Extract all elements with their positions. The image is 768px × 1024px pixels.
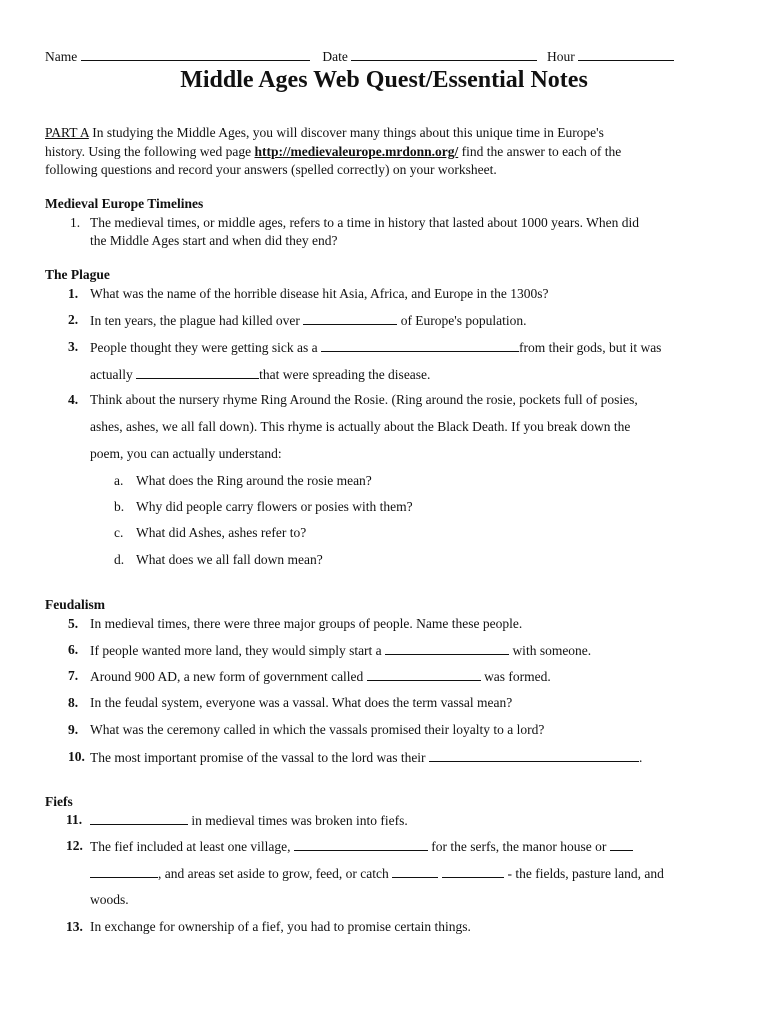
question-number: 1. xyxy=(70,215,81,230)
hour-blank[interactable] xyxy=(578,48,674,61)
sub-question-letter: d. xyxy=(114,552,125,567)
intro-text-2-pre: history. Using the following wed page xyxy=(45,144,255,159)
question-number: 7. xyxy=(68,668,79,683)
feudalism-question-9: What was the ceremony called in which the vassals promised their loyalty to a lord? xyxy=(90,722,545,737)
timeline-question-line-2: the Middle Ages start and when did they end? xyxy=(90,233,338,248)
section-heading-timelines: Medieval Europe Timelines xyxy=(45,196,204,211)
name-blank[interactable] xyxy=(81,48,310,61)
date-blank[interactable] xyxy=(351,48,537,61)
plague-question-4-line-1: Think about the nursery rhyme Ring Around the Rosie. (Ring around the rosie, pockets full of posies, xyxy=(90,392,638,407)
q2-text-pre: In ten years, the plague had killed over xyxy=(90,313,304,328)
question-number: 13. xyxy=(66,919,83,934)
question-number: 1. xyxy=(68,286,79,301)
intro-line-1 xyxy=(45,125,604,141)
sub-question-b: Why did people carry flowers or posies with them? xyxy=(136,499,413,514)
answer-blank[interactable] xyxy=(90,865,158,878)
name-label: Name xyxy=(45,49,78,64)
answer-blank[interactable] xyxy=(367,668,481,681)
intro-line-2 xyxy=(45,144,621,160)
fiefs-question-11 xyxy=(90,812,408,829)
feudalism-question-7 xyxy=(90,668,551,685)
sub-question-letter: b. xyxy=(114,499,125,514)
question-number: 2. xyxy=(68,312,79,327)
question-number: 11. xyxy=(66,812,83,827)
fiefs-question-12-line-2 xyxy=(90,865,664,882)
feudalism-question-10 xyxy=(90,749,642,766)
q3-line2-post: that were spreading the disease. xyxy=(259,367,431,382)
q10-text-post: . xyxy=(638,750,643,765)
section-heading-plague: The Plague xyxy=(45,267,110,282)
question-number: 5. xyxy=(68,616,79,631)
feudalism-question-8: In the feudal system, everyone was a vassal. What does the term vassal mean? xyxy=(90,695,513,710)
question-number: 3. xyxy=(68,339,79,354)
q11-text-post: in medieval times was broken into fiefs. xyxy=(188,813,408,828)
section-heading-feudalism: Feudalism xyxy=(45,597,106,612)
answer-blank[interactable] xyxy=(610,838,633,851)
feudalism-question-5: In medieval times, there were three major groups of people. Name these people. xyxy=(90,616,523,631)
q6-text-post: with someone. xyxy=(509,643,592,658)
intro-text-1: In studying the Middle Ages, you will discover many things about this unique time in Europe's xyxy=(88,125,604,140)
answer-blank[interactable] xyxy=(385,642,509,655)
question-number: 6. xyxy=(68,642,79,657)
plague-question-3-line-1 xyxy=(90,339,661,356)
hour-label: Hour xyxy=(546,49,575,64)
fiefs-question-13: In exchange for ownership of a fief, you had to promise certain things. xyxy=(90,919,471,934)
q6-text-pre: If people wanted more land, they would simply start a xyxy=(90,643,386,658)
question-number: 4. xyxy=(68,392,79,407)
section-heading-fiefs: Fiefs xyxy=(45,794,73,809)
sub-question-letter: c. xyxy=(114,525,124,540)
q12-line2-mid: , and areas set aside to grow, feed, or catch xyxy=(158,866,393,881)
answer-blank[interactable] xyxy=(294,838,428,851)
timeline-question-line-1: The medieval times, or middle ages, refers to a time in history that lasted about 1000 years. When did xyxy=(90,215,639,230)
intro-line-3: following questions and record your answers (spelled correctly) on your worksheet. xyxy=(45,162,497,177)
q7-text-pre: Around 900 AD, a new form of government called xyxy=(90,669,367,684)
question-number: 12. xyxy=(66,838,83,853)
answer-blank[interactable] xyxy=(442,865,504,878)
q12-line2-post: - the fields, pasture land, and xyxy=(504,866,664,881)
part-label: PART A xyxy=(45,125,89,140)
answer-blank[interactable] xyxy=(429,749,639,762)
q12-text-mid: for the serfs, the manor house or xyxy=(427,839,610,854)
answer-blank[interactable] xyxy=(90,812,188,825)
q3-text-pre: People thought they were getting sick as a xyxy=(90,340,321,355)
answer-blank[interactable] xyxy=(321,339,519,352)
plague-question-4-line-2: ashes, ashes, we all fall down). This rhyme is actually about the Black Death. If you break down the xyxy=(90,419,631,434)
page-title: Middle Ages Web Quest/Essential Notes xyxy=(180,67,588,93)
sub-question-c: What did Ashes, ashes refer to? xyxy=(136,525,307,540)
sub-question-d: What does we all fall down mean? xyxy=(136,552,323,567)
webpage-link[interactable]: http://medievaleurope.mrdonn.org/ xyxy=(254,144,459,159)
sub-question-letter: a. xyxy=(114,473,124,488)
answer-blank[interactable] xyxy=(392,865,438,878)
plague-question-1: What was the name of the horrible disease hit Asia, Africa, and Europe in the 1300s? xyxy=(90,286,549,301)
q10-text-pre: The most important promise of the vassal to the lord was their xyxy=(90,750,429,765)
answer-blank[interactable] xyxy=(136,366,259,379)
q7-text-post: was formed. xyxy=(480,669,551,684)
question-number: 8. xyxy=(68,695,79,710)
question-number: 9. xyxy=(68,722,79,737)
date-label: Date xyxy=(322,49,348,64)
question-number: 10. xyxy=(68,749,85,764)
q2-text-post: of Europe's population. xyxy=(397,313,527,328)
plague-question-4-line-3: poem, you can actually understand: xyxy=(90,446,282,461)
sub-question-a: What does the Ring around the rosie mean? xyxy=(136,473,372,488)
q3-line2-pre: actually xyxy=(90,367,137,382)
q12-text-pre: The fief included at least one village, xyxy=(90,839,294,854)
answer-blank[interactable] xyxy=(303,312,397,325)
plague-question-3-line-2 xyxy=(90,366,430,383)
q3-text-post: from their gods, but it was xyxy=(518,340,662,355)
fiefs-question-12-line-1 xyxy=(90,838,633,855)
fiefs-question-12-line-3: woods. xyxy=(90,892,129,907)
intro-text-2-post: find the answer to each of the xyxy=(458,144,622,159)
name-date-hour-row xyxy=(45,48,674,65)
plague-question-2 xyxy=(90,312,526,329)
feudalism-question-6 xyxy=(90,642,591,659)
